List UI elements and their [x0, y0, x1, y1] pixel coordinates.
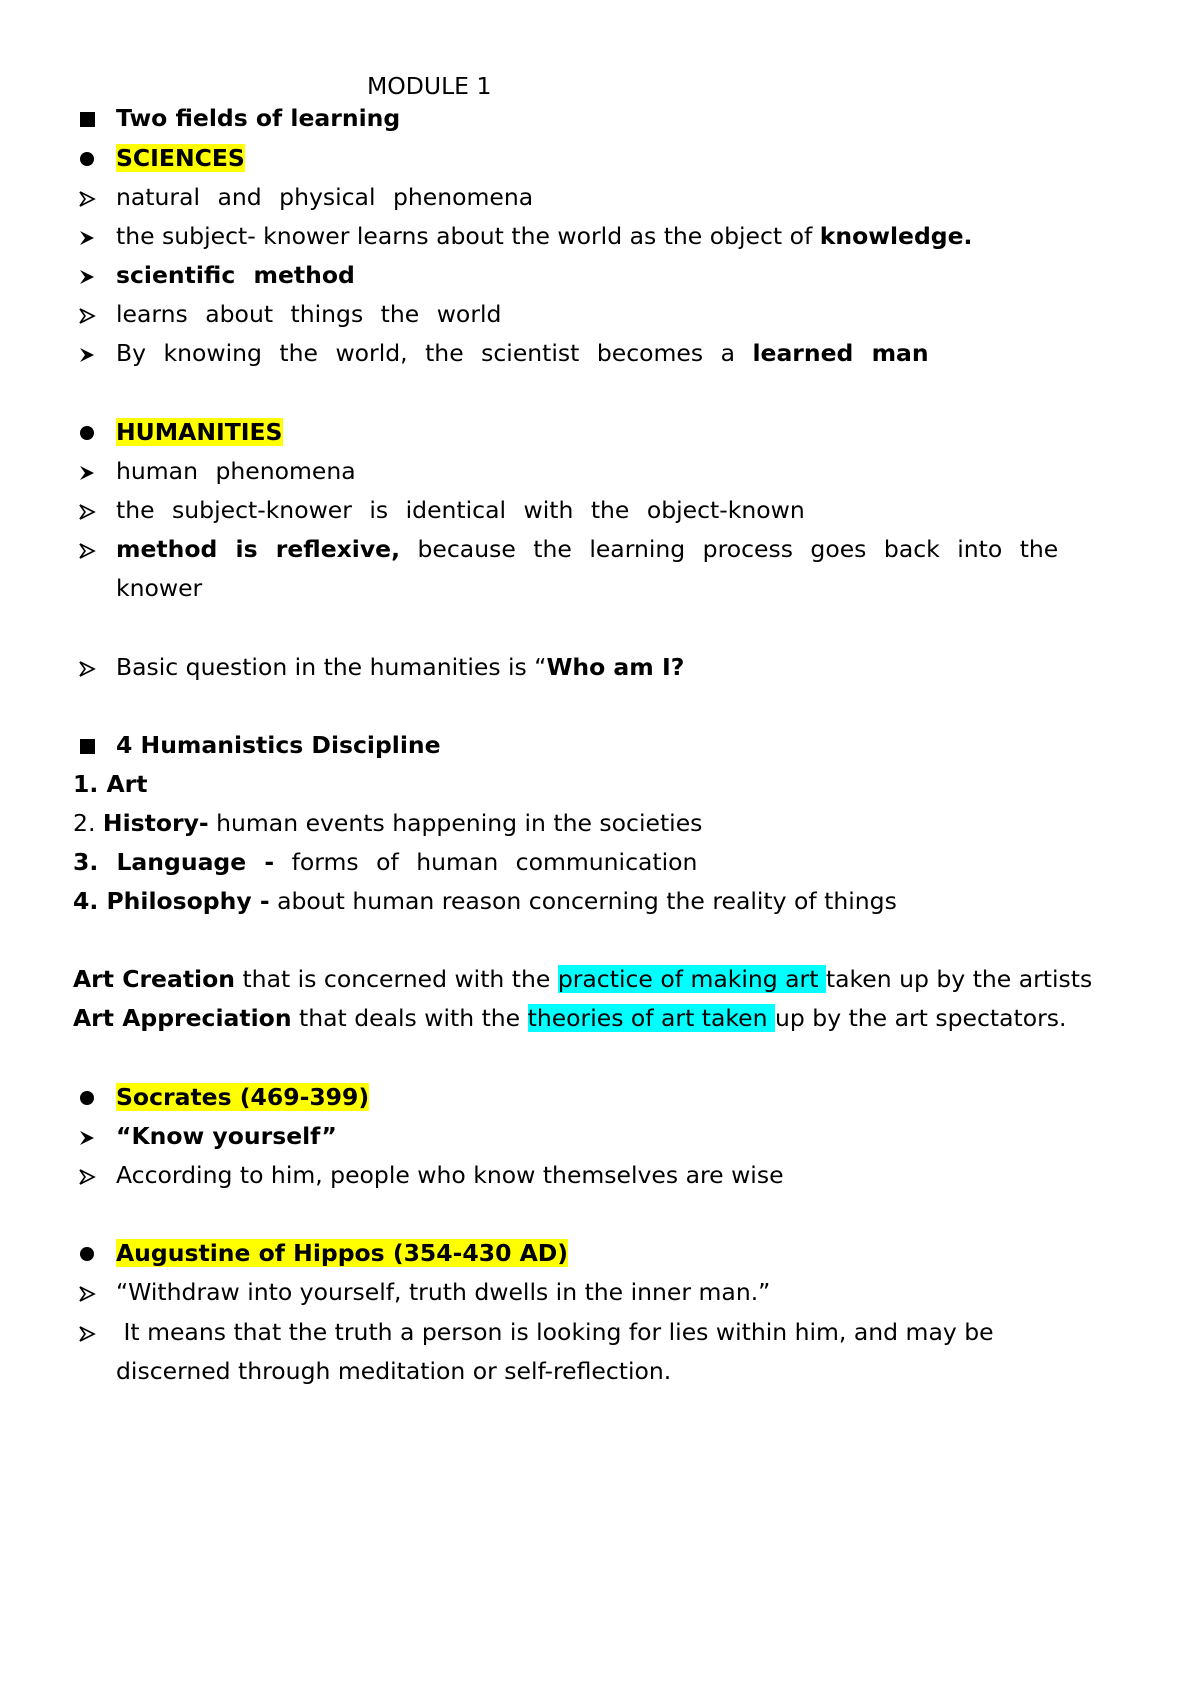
circle-bullet-icon: [74, 411, 100, 453]
circle-bullet-icon: [74, 1232, 100, 1274]
art-appreciation-term: Art Appreciation: [73, 1004, 292, 1032]
art-creation-text: that is concerned with the: [235, 965, 558, 993]
discipline-philosophy: 4. Philosophy -: [73, 887, 270, 915]
humanities-label: HUMANITIES: [116, 418, 283, 446]
list-item-bold: knowledge.: [819, 222, 973, 250]
art-appreciation-highlight: theories of art taken: [527, 1004, 775, 1032]
list-item-bold: method is reflexive,: [116, 535, 401, 563]
arrow-bullet-icon: [74, 489, 100, 531]
discipline-number: 2.: [73, 809, 103, 837]
discipline-language: 3. Language -: [73, 848, 275, 876]
page-title: MODULE 1: [367, 72, 492, 100]
arrow-bullet-icon: [74, 646, 100, 688]
augustine-note-cont: discerned through meditation or self-reflection.: [116, 1357, 672, 1385]
socrates-note: According to him, people who know themselves are wise: [116, 1161, 784, 1189]
arrow-bullet-icon: [74, 450, 100, 492]
art-creation-term: Art Creation: [73, 965, 235, 993]
discipline-desc: forms of human communication: [274, 848, 698, 876]
art-creation-text-end: taken up by the artists: [825, 965, 1093, 993]
list-item-text: natural and physical phenomena: [116, 183, 534, 211]
circle-bullet-icon: [74, 137, 100, 179]
heading-text: Two fields of learning: [116, 104, 401, 132]
list-item-text: the subject- knower learns about the world as the object of: [116, 222, 820, 250]
augustine-note: It means that the truth a person is looking for lies within him, and may be: [116, 1318, 994, 1346]
list-item-text: the subject-knower is identical with the object-known: [116, 496, 805, 524]
arrow-bullet-icon: [74, 332, 100, 374]
arrow-bullet-icon: [74, 1154, 100, 1196]
list-item-bold: Who am I?: [546, 653, 685, 681]
list-item-bold: learned man: [752, 339, 929, 367]
list-item-text: By knowing the world, the scientist becomes a: [116, 339, 753, 367]
art-appreciation-text-end: up by the art spectators.: [775, 1004, 1067, 1032]
augustine-quote: “Withdraw into yourself, truth dwells in the inner man.”: [116, 1278, 771, 1306]
list-item-text: Basic question in the humanities is “: [116, 653, 547, 681]
arrow-bullet-icon: [74, 528, 100, 570]
list-item-text: because the learning process goes back into the: [400, 535, 1059, 563]
augustine-label: Augustine of Hippos (354-430 AD): [116, 1239, 569, 1267]
discipline-history: History-: [102, 809, 209, 837]
art-appreciation-text: that deals with the: [291, 1004, 528, 1032]
socrates-quote: “Know yourself”: [116, 1122, 337, 1150]
arrow-bullet-icon: [74, 1271, 100, 1313]
socrates-label: Socrates (469-399): [116, 1083, 370, 1111]
discipline-art: 1. Art: [73, 770, 148, 798]
list-item-bold: scientific method: [116, 261, 355, 289]
arrow-bullet-icon: [74, 215, 100, 257]
sciences-label: SCIENCES: [116, 144, 245, 172]
list-item-text: learns about things the world: [116, 300, 502, 328]
arrow-bullet-icon: [74, 176, 100, 218]
arrow-bullet-icon: [74, 254, 100, 296]
heading-text: 4 Humanistics Discipline: [116, 731, 441, 759]
art-creation-highlight: practice of making art: [557, 965, 826, 993]
square-bullet-icon: [74, 97, 100, 139]
square-bullet-icon: [74, 724, 100, 766]
discipline-desc: human events happening in the societies: [208, 809, 703, 837]
arrow-bullet-icon: [74, 293, 100, 335]
arrow-bullet-icon: [74, 1115, 100, 1157]
circle-bullet-icon: [74, 1076, 100, 1118]
list-item-text: knower: [116, 574, 203, 602]
arrow-bullet-icon: [74, 1311, 100, 1353]
list-item-text: human phenomena: [116, 457, 356, 485]
discipline-desc: about human reason concerning the reality of things: [269, 887, 897, 915]
